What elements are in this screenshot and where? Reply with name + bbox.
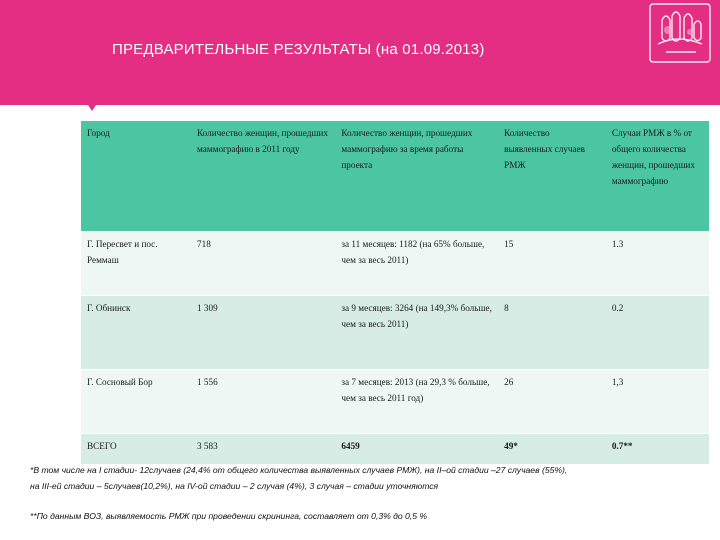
results-table [81, 121, 709, 465]
footnote-stages-cont: на III-ей стадии – 5случаев(10,2%), на IV-ой стадии – 2 случая (4%), 3 случая – стадии уточняются [30, 481, 439, 491]
page-title: ПРЕДВАРИТЕЛЬНЫЕ РЕЗУЛЬТАТЫ (на 01.09.2013) [112, 41, 485, 58]
banner-pointer [86, 102, 98, 111]
cell-city: Г. Сосновый Бор [81, 370, 191, 434]
cell-cases: 49* [498, 434, 606, 465]
cell-cases: 26 [498, 370, 606, 434]
header-city: Город [81, 121, 191, 232]
table-row [81, 296, 709, 370]
cell-percent: 0.7** [606, 434, 709, 465]
header-cancer-cases: Количество выявленных случаев РМЖ [498, 121, 606, 232]
header-cancer-percent: Случаи РМЖ в % от общего количества женщин, прошедших маммографию [606, 121, 709, 232]
cell-count-2011: 1 309 [191, 296, 335, 370]
table-row [81, 370, 709, 434]
cell-city: Г. Обнинск [81, 296, 191, 370]
cell-city: Г. Пересвет и пос. Реммаш [81, 232, 191, 296]
cell-count-project: за 7 месяцев: 2013 (на 29,3 % больше, чем за весь 2011 год) [335, 370, 498, 434]
header-mammography-2011: Количество женщин, прошедших маммографию в 2011 году [191, 121, 335, 232]
cell-cases: 15 [498, 232, 606, 296]
cell-count-project: за 11 месяцев: 1182 (на 65% больше, чем за весь 2011) [335, 232, 498, 296]
cell-count-project: за 9 месяцев: 3264 (на 149,3% больше, чем за весь 2011) [335, 296, 498, 370]
cell-cases: 8 [498, 296, 606, 370]
cell-count-project: 6459 [335, 434, 498, 465]
cell-city: ВСЕГО [81, 434, 191, 465]
cell-percent: 1.3 [606, 232, 709, 296]
footnote-who: **По данным ВОЗ, выявляемость РМЖ при проведении скрининга, составляет от 0,3% до 0,5 % [30, 511, 428, 521]
hands-logo-icon [640, 0, 720, 72]
cell-percent: 1,3 [606, 370, 709, 434]
cell-count-2011: 718 [191, 232, 335, 296]
footnote-stages: *В том числе на I стадии- 12случаев (24,4% от общего количества выявленных случаев РМЖ), на II–ой стадии –27 случаев (55%), [30, 465, 568, 475]
header-mammography-project: Количество женщин, прошедших маммографию за время работы проекта [335, 121, 498, 232]
cell-count-2011: 1 556 [191, 370, 335, 434]
table-row [81, 232, 709, 296]
cell-percent: 0.2 [606, 296, 709, 370]
table-header-row [81, 121, 709, 232]
cell-count-2011: 3 583 [191, 434, 335, 465]
table-row-total [81, 434, 709, 465]
